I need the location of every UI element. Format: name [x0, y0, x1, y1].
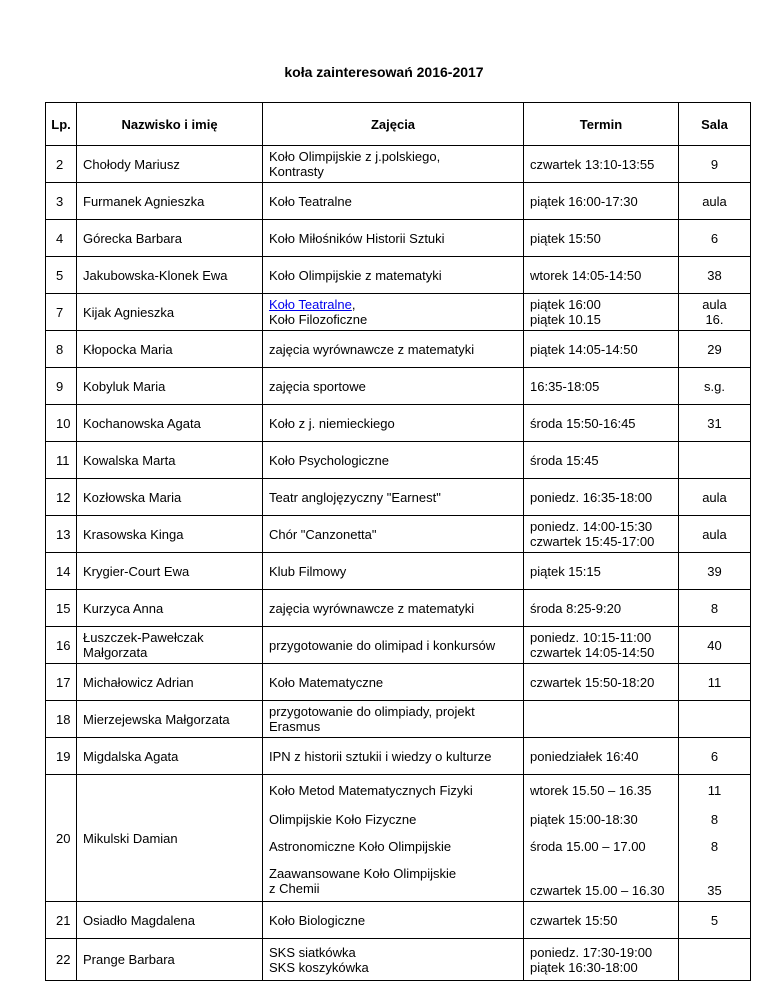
term: czwartek 15.00 – 16.30 [524, 860, 679, 902]
activity: Koło Teatralne [263, 183, 524, 220]
table-row [46, 664, 751, 701]
table-row [46, 701, 751, 738]
activity-text: , Koło Filozoficzne [269, 297, 368, 327]
teacher-name: Kłopocka Maria [77, 331, 263, 368]
room: 8 [679, 806, 751, 833]
term: 16:35-18:05 [524, 368, 679, 405]
row-number: 18 [46, 701, 77, 738]
table-row [46, 939, 751, 981]
row-number: 13 [46, 516, 77, 553]
teacher-name: Krasowska Kinga [77, 516, 263, 553]
term: piątek 14:05-14:50 [524, 331, 679, 368]
room: 11 [679, 664, 751, 701]
teacher-name: Kobyluk Maria [77, 368, 263, 405]
term: piątek 15:50 [524, 220, 679, 257]
room: 40 [679, 627, 751, 664]
row-number: 17 [46, 664, 77, 701]
table-row [46, 405, 751, 442]
activity: zajęcia wyrównawcze z matematyki [263, 331, 524, 368]
row-number: 5 [46, 257, 77, 294]
room: 8 [679, 590, 751, 627]
term: piątek 15:15 [524, 553, 679, 590]
room: aula [679, 516, 751, 553]
activity: Koło Miłośników Historii Sztuki [263, 220, 524, 257]
teacher-name: Prange Barbara [77, 939, 263, 981]
page-title: koła zainteresowań 2016-2017 [284, 64, 484, 80]
teacher-name: Mikulski Damian [77, 775, 263, 902]
table-row [46, 627, 751, 664]
term: poniedz. 16:35-18:00 [524, 479, 679, 516]
term: środa 15:50-16:45 [524, 405, 679, 442]
term [524, 701, 679, 738]
teacher-name: Furmanek Agnieszka [77, 183, 263, 220]
table-row [46, 257, 751, 294]
teacher-name: Michałowicz Adrian [77, 664, 263, 701]
activity: Koło Biologiczne [263, 902, 524, 939]
row-number: 19 [46, 738, 77, 775]
term: wtorek 14:05-14:50 [524, 257, 679, 294]
term: poniedz. 10:15-11:00 czwartek 14:05-14:50 [524, 627, 679, 664]
row-number: 3 [46, 183, 77, 220]
room [679, 442, 751, 479]
teacher-name: Mierzejewska Małgorzata [77, 701, 263, 738]
activity: Koło Olimpijskie z j.polskiego, Kontrasty [263, 146, 524, 183]
activity: Koło Olimpijskie z matematyki [263, 257, 524, 294]
activity: Chór "Canzonetta" [263, 516, 524, 553]
activity: Klub Filmowy [263, 553, 524, 590]
activity [263, 294, 524, 331]
activity: SKS siatkówka SKS koszykówka [263, 939, 524, 981]
room: 6 [679, 220, 751, 257]
term: piątek 15:00-18:30 [524, 806, 679, 833]
table-row [46, 775, 751, 806]
teacher-name: Kochanowska Agata [77, 405, 263, 442]
row-number: 12 [46, 479, 77, 516]
room: 5 [679, 902, 751, 939]
row-number: 9 [46, 368, 77, 405]
room: 8 [679, 833, 751, 860]
table-row [46, 479, 751, 516]
table-row [46, 368, 751, 405]
activity: Olimpijskie Koło Fizyczne [263, 806, 524, 833]
room [679, 701, 751, 738]
table-row [46, 738, 751, 775]
room [679, 939, 751, 981]
activity: Teatr anglojęzyczny "Earnest" [263, 479, 524, 516]
row-number: 21 [46, 902, 77, 939]
term: środa 15.00 – 17.00 [524, 833, 679, 860]
table-row [46, 331, 751, 368]
activity: przygotowanie do olimipad i konkursów [263, 627, 524, 664]
activity: Koło Metod Matematycznych Fizyki [263, 775, 524, 806]
clubs-table [45, 102, 751, 981]
room: 38 [679, 257, 751, 294]
teacher-name: Chołody Mariusz [77, 146, 263, 183]
table-row [46, 294, 751, 331]
teacher-name: Jakubowska-Klonek Ewa [77, 257, 263, 294]
table-row [46, 146, 751, 183]
row-number: 20 [46, 775, 77, 902]
teacher-name: Osiadło Magdalena [77, 902, 263, 939]
room: aula [679, 479, 751, 516]
activity: zajęcia sportowe [263, 368, 524, 405]
row-number: 4 [46, 220, 77, 257]
term: czwartek 15:50 [524, 902, 679, 939]
activity: Astronomiczne Koło Olimpijskie [263, 833, 524, 860]
room: 11 [679, 775, 751, 806]
teacher-name: Kowalska Marta [77, 442, 263, 479]
term: czwartek 13:10-13:55 [524, 146, 679, 183]
row-number: 11 [46, 442, 77, 479]
header-room: Sala [679, 103, 751, 146]
header-lp: Lp. [46, 103, 77, 146]
room: 35 [679, 860, 751, 902]
room: s.g. [679, 368, 751, 405]
row-number: 7 [46, 294, 77, 331]
room: 29 [679, 331, 751, 368]
table-row [46, 902, 751, 939]
row-number: 10 [46, 405, 77, 442]
teacher-name: Łuszczek-Pawełczak Małgorzata [77, 627, 263, 664]
term: poniedz. 17:30-19:00 piątek 16:30-18:00 [524, 939, 679, 981]
activity: przygotowanie do olimpiady, projekt Erasmus [263, 701, 524, 738]
row-number: 22 [46, 939, 77, 981]
term: piątek 16:00 piątek 10.15 [524, 294, 679, 331]
room: 9 [679, 146, 751, 183]
term: poniedziałek 16:40 [524, 738, 679, 775]
room: 6 [679, 738, 751, 775]
term: czwartek 15:50-18:20 [524, 664, 679, 701]
term: piątek 16:00-17:30 [524, 183, 679, 220]
teacher-name: Kurzyca Anna [77, 590, 263, 627]
term: środa 15:45 [524, 442, 679, 479]
activity: Koło z j. niemieckiego [263, 405, 524, 442]
table-row [46, 183, 751, 220]
room: 39 [679, 553, 751, 590]
room: aula [679, 183, 751, 220]
table-row [46, 442, 751, 479]
room: 31 [679, 405, 751, 442]
header-name: Nazwisko i imię [77, 103, 263, 146]
table-row [46, 590, 751, 627]
room: aula 16. [679, 294, 751, 331]
teacher-name: Kozłowska Maria [77, 479, 263, 516]
activity: Zaawansowane Koło Olimpijskie z Chemii [263, 860, 524, 902]
teacher-name: Górecka Barbara [77, 220, 263, 257]
term: poniedz. 14:00-15:30 czwartek 15:45-17:00 [524, 516, 679, 553]
term: wtorek 15.50 – 16.35 [524, 775, 679, 806]
activity: Koło Matematyczne [263, 664, 524, 701]
table-row [46, 220, 751, 257]
row-number: 2 [46, 146, 77, 183]
header-term: Termin [524, 103, 679, 146]
row-number: 16 [46, 627, 77, 664]
activity: IPN z historii sztukii i wiedzy o kulturze [263, 738, 524, 775]
row-number: 15 [46, 590, 77, 627]
activity-link[interactable]: Koło Teatralne [269, 297, 352, 312]
activity: Koło Psychologiczne [263, 442, 524, 479]
teacher-name: Kijak Agnieszka [77, 294, 263, 331]
activity: zajęcia wyrównawcze z matematyki [263, 590, 524, 627]
row-number: 8 [46, 331, 77, 368]
row-number: 14 [46, 553, 77, 590]
teacher-name: Krygier-Court Ewa [77, 553, 263, 590]
teacher-name: Migdalska Agata [77, 738, 263, 775]
table-row [46, 553, 751, 590]
table-row [46, 516, 751, 553]
header-activity: Zajęcia [263, 103, 524, 146]
term: środa 8:25-9:20 [524, 590, 679, 627]
